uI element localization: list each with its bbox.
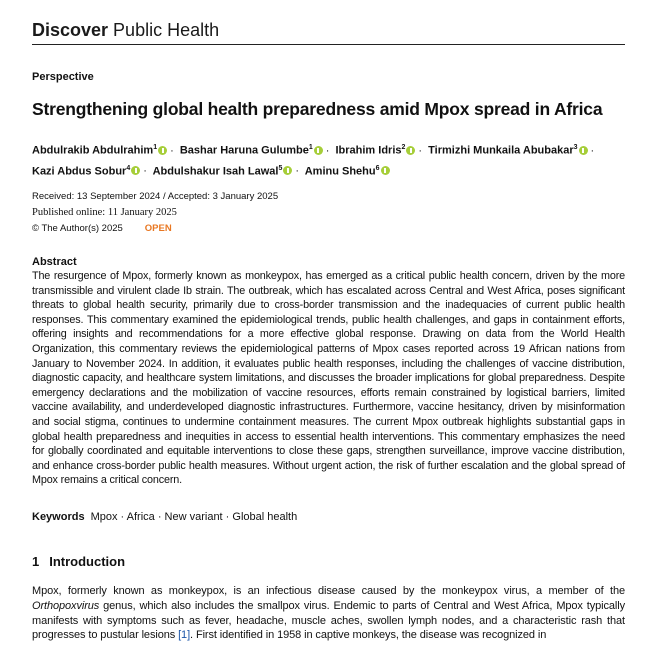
author-name[interactable]: Abdulshakur Isah Lawal	[152, 165, 279, 178]
section-heading	[32, 554, 135, 569]
intro-italic-term: Orthopoxvirus	[32, 599, 100, 612]
journal-name[interactable]	[32, 20, 219, 41]
header-rule	[32, 44, 625, 45]
author-affiliation[interactable]: 1	[153, 144, 158, 151]
article-type: Perspective	[32, 71, 94, 83]
author-name[interactable]: Abdulrakib Abdulrahim	[32, 144, 154, 157]
citation-link[interactable]: [1]	[178, 629, 191, 642]
orcid-icon[interactable]	[158, 146, 167, 155]
author-name[interactable]: Aminu Shehu	[304, 165, 376, 178]
author-name[interactable]: Ibrahim Idris	[335, 144, 402, 157]
article-title: Strengthening global health preparedness amid Mpox spread in Africa	[32, 99, 603, 119]
abstract-heading: Abstract	[32, 256, 77, 268]
author-affiliation[interactable]: 5	[278, 164, 283, 172]
author-affiliation[interactable]: 4	[126, 164, 131, 172]
author-name[interactable]: Bashar Haruna Gulumbe	[179, 144, 309, 157]
orcid-icon[interactable]	[406, 146, 415, 155]
section-title: Introduction	[49, 554, 126, 569]
keywords-line	[32, 511, 297, 523]
author-name[interactable]: Kazi Abdus Sobur	[32, 165, 127, 178]
keywords-label: Keywords	[32, 511, 85, 523]
author-separator: ·	[170, 144, 174, 157]
author-affiliation[interactable]: 2	[401, 144, 406, 151]
section-number: 1	[32, 554, 40, 569]
copyright-line	[32, 221, 278, 237]
open-access-badge[interactable]: OPEN	[144, 223, 172, 234]
author-affiliation[interactable]: 1	[308, 144, 313, 151]
intro-text: genus, which also includes the smallpox virus. Endemic to parts of Central and West Africa, Mpox typically manifests with symptoms such as fever, headache, muscle aches, swollen lymph nodes, and a characteristic rash that progresses to pustular lesions	[32, 599, 625, 642]
author-affiliation[interactable]: 3	[573, 144, 578, 151]
introduction-paragraph	[32, 584, 625, 643]
orcid-icon[interactable]	[283, 166, 292, 175]
author-separator: ·	[143, 165, 147, 178]
author-separator: ·	[590, 144, 595, 157]
author-affiliation[interactable]: 6	[375, 164, 380, 172]
author-separator: ·	[325, 144, 330, 157]
article-dates	[32, 189, 278, 237]
author-list	[32, 139, 625, 180]
journal-name-bold: Discover	[32, 20, 109, 40]
orcid-icon[interactable]	[314, 146, 323, 155]
keywords-list: Mpox · Africa · New variant · Global health	[90, 511, 298, 523]
orcid-icon[interactable]	[131, 166, 140, 175]
abstract-text: The resurgence of Mpox, formerly known as monkeypox, has emerged as a critical public health concern, driven by the more transmissible and virulent clade Ib strain. The outbreak, which has escalated across Central and West Africa, poses significant threats to global health security, primarily due to cross-border transmission and the inadequacies of current public health responses. This commentary examined the epidemiological trends, public health challenges, and gaps in containment efforts, offering insights and recommendations for a more effective global response. Drawing on data from the World Health Organization, this commentary reviews the epidemiological patterns of Mpox cases reported across 19 African nations from January to November 2024. In addition, it evaluates public health responses, including the challenges of vaccine distribution, diagnostic capacity, and healthcare system limitations, and discusses the broader implications for global preparedness. Despite emergency declarations and the mobilization of vaccine resources, efforts remain constrained by logistical barriers, limited vaccine availability, and underdeveloped diagnostic infrastructures. Furthermore, vaccine hesitancy, driven by misinformation and social stigma, continues to undermine containment measures. The current Mpox outbreak highlights substantial gaps in global health preparedness and inequities in access to essential health interventions. This commentary emphasizes the need for globally coordinated and equitable interventions to close these gaps, strengthen surveillance, improve vaccine distribution, and enhance cross-border public health measures. Without urgent action, the risk of further escalation and the global spread of Mpox remains a critical concern.	[32, 270, 625, 487]
author-name[interactable]: Tirmizhi Munkaila Abubakar	[428, 144, 574, 157]
author-separator: ·	[418, 144, 423, 157]
orcid-icon[interactable]	[381, 166, 390, 175]
journal-name-rest: Public Health	[108, 20, 220, 40]
author-separator: ·	[295, 165, 300, 178]
received-accepted-date: Received: 13 September 2024 / Accepted: 3 January 2025	[32, 191, 279, 202]
orcid-icon[interactable]	[579, 146, 588, 155]
copyright-text: © The Author(s) 2025	[32, 223, 123, 234]
intro-text: . First identified in 1958 in captive monkeys, the disease was recognized in	[190, 629, 547, 642]
published-date: Published online: 11 January 2025	[32, 207, 177, 218]
intro-text: Mpox, formerly known as monkeypox, is an infectious disease caused by the monkeypox virus, a member of the	[32, 585, 625, 597]
